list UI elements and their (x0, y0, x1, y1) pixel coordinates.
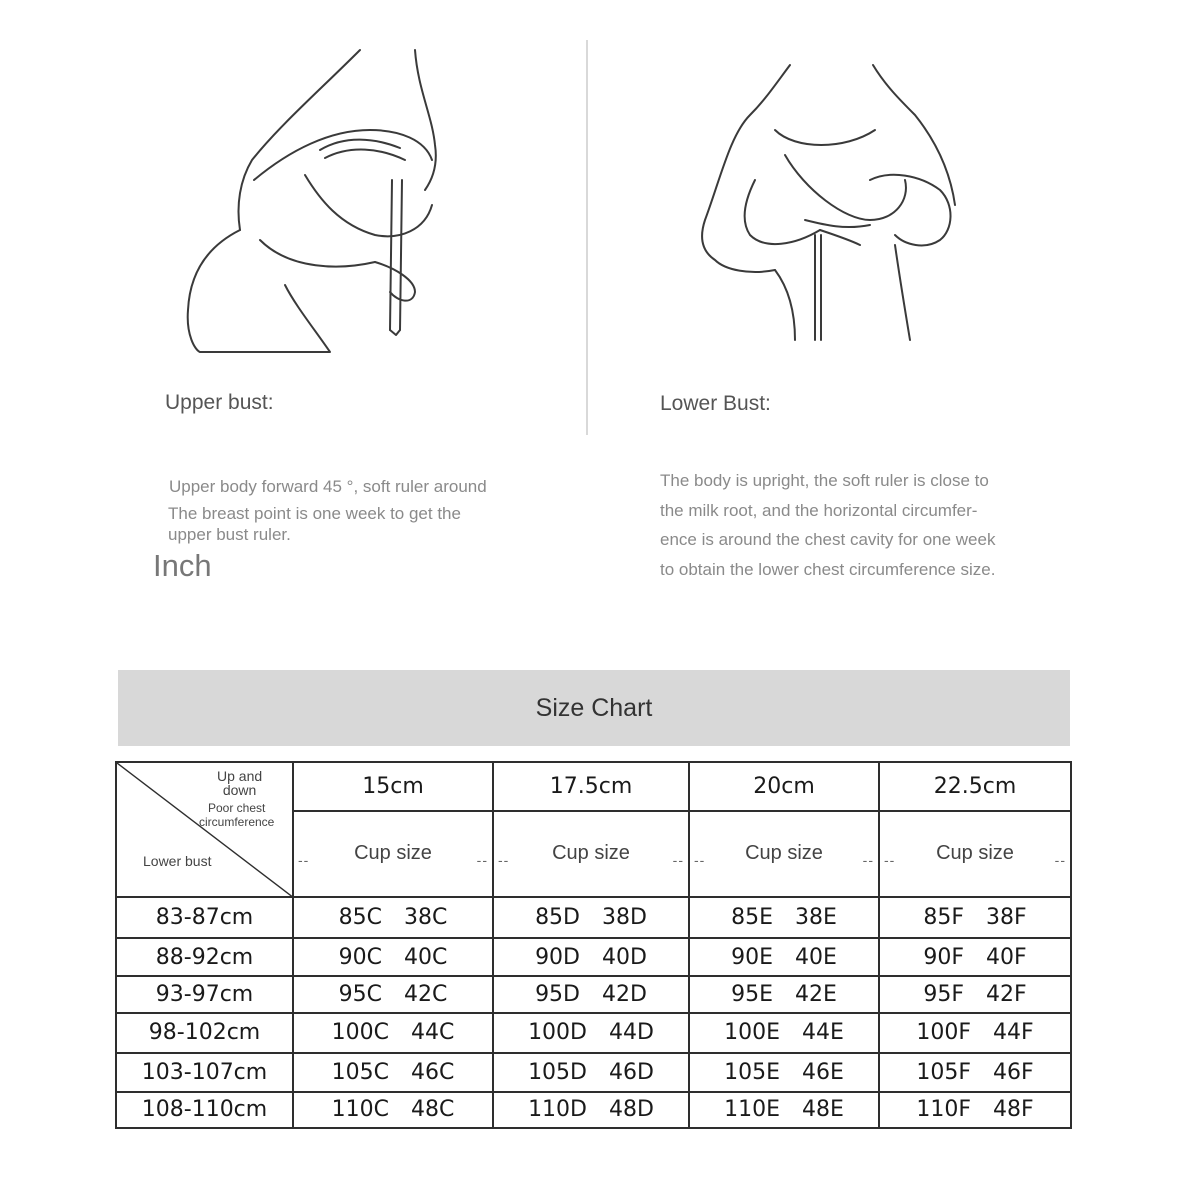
size-cell (293, 1013, 493, 1053)
upper-bust-line: The breast point is one week to get the (168, 504, 461, 523)
band-size-cell: 98-102cm (116, 1013, 293, 1053)
band-size-cell: 103-107cm (116, 1053, 293, 1091)
lower-bust-line: The body is upright, the soft ruler is close to (660, 471, 989, 490)
us-size: 46E (802, 1059, 844, 1085)
size-cell (493, 1013, 689, 1053)
eu-size: 85C (338, 905, 382, 931)
table-row (116, 938, 1071, 976)
size-cell (879, 897, 1071, 937)
size-chart-title: Size Chart (118, 670, 1070, 746)
column-header: 22.5cm (879, 762, 1071, 811)
size-cell (689, 1013, 879, 1053)
size-cell (293, 1092, 493, 1128)
us-size: 38D (602, 905, 647, 931)
size-cell (879, 938, 1071, 976)
lower-bust-instructions (660, 466, 995, 584)
lower-bust-line: ence is around the chest cavity for one week (660, 530, 996, 549)
us-size: 42F (986, 982, 1027, 1008)
us-size: 48F (993, 1097, 1034, 1123)
size-cell (493, 976, 689, 1012)
us-size: 44D (609, 1020, 654, 1046)
us-size: 48E (802, 1097, 844, 1123)
eu-size: 105C (331, 1059, 389, 1085)
band-size-cell: 108-110cm (116, 1092, 293, 1128)
band-size-cell: 93-97cm (116, 976, 293, 1012)
dash-mark: -- (298, 851, 310, 868)
upper-bust-instructions-cont (168, 503, 461, 545)
eu-size: 110D (528, 1097, 587, 1123)
us-size: 46D (609, 1059, 654, 1085)
size-cell (689, 1092, 879, 1128)
us-size: 44E (802, 1020, 844, 1046)
size-cell (293, 897, 493, 937)
size-cell (493, 1092, 689, 1128)
table-corner-cell (116, 762, 293, 897)
dash-mark: -- (862, 851, 874, 868)
dash-mark: -- (476, 851, 488, 868)
upper-bust-line: Upper body forward 45 °, soft ruler around (169, 477, 487, 496)
us-size: 44C (411, 1020, 455, 1046)
size-cell (689, 938, 879, 976)
band-size-cell: 88-92cm (116, 938, 293, 976)
table-row (116, 976, 1071, 1012)
eu-size: 90F (923, 944, 964, 970)
upper-bust-illustration (170, 30, 470, 360)
us-size: 44F (993, 1020, 1034, 1046)
us-size: 42E (795, 982, 837, 1008)
cup-size-label: -- Cup size -- (879, 811, 1071, 898)
eu-size: 105D (528, 1059, 587, 1085)
size-rows (116, 897, 1071, 1128)
column-header: 15cm (293, 762, 493, 811)
corner-top-label: Up and down (217, 768, 263, 798)
size-cell (879, 1053, 1071, 1091)
eu-size: 90D (535, 944, 580, 970)
eu-size: 105E (724, 1059, 780, 1085)
eu-size: 105F (916, 1059, 971, 1085)
dash-mark: -- (694, 851, 706, 868)
eu-size: 95D (535, 982, 580, 1008)
eu-size: 85E (731, 905, 773, 931)
eu-size: 110F (916, 1097, 971, 1123)
eu-size: 95F (923, 982, 964, 1008)
lower-bust-illustration (695, 60, 965, 350)
us-size: 40F (986, 944, 1027, 970)
upper-bust-heading: Upper bust: (165, 391, 274, 414)
table-row (116, 1092, 1071, 1128)
eu-size: 85F (923, 905, 964, 931)
size-cell (689, 897, 879, 937)
eu-size: 95E (731, 982, 773, 1008)
table-row (116, 897, 1071, 937)
size-cell (293, 1053, 493, 1091)
size-cell (879, 1013, 1071, 1053)
us-size: 38C (404, 905, 448, 931)
us-size: 42D (602, 982, 647, 1008)
lower-bust-heading: Lower Bust: (660, 392, 771, 415)
table-row (116, 1053, 1071, 1091)
size-chart-table (115, 761, 1072, 1129)
size-cell (493, 1053, 689, 1091)
size-cell (879, 976, 1071, 1012)
table-row (116, 1013, 1071, 1053)
dash-mark: -- (884, 851, 896, 868)
eu-size: 85D (535, 905, 580, 931)
us-size: 40E (795, 944, 837, 970)
size-cell (689, 976, 879, 1012)
eu-size: 100F (916, 1020, 971, 1046)
us-size: 48C (411, 1097, 455, 1123)
eu-size: 110C (331, 1097, 389, 1123)
eu-size: 100E (724, 1020, 780, 1046)
size-cell (293, 976, 493, 1012)
upper-bust-line: upper bust ruler. (168, 525, 291, 544)
eu-size: 110E (724, 1097, 780, 1123)
vertical-divider (586, 40, 588, 435)
corner-diagonal (117, 763, 292, 896)
us-size: 38E (795, 905, 837, 931)
size-cell (879, 1092, 1071, 1128)
unit-label: Inch (153, 548, 212, 583)
dash-mark: -- (672, 851, 684, 868)
upper-bust-instructions (169, 472, 487, 502)
dash-mark: -- (1054, 851, 1066, 868)
eu-size: 100D (528, 1020, 587, 1046)
lower-bust-line: the milk root, and the horizontal circumfer- (660, 500, 978, 520)
eu-size: 90E (731, 944, 773, 970)
cup-size-label: -- Cup size -- (689, 811, 879, 898)
eu-size: 95C (338, 982, 382, 1008)
size-cell (493, 938, 689, 976)
column-header: 20cm (689, 762, 879, 811)
us-size: 42C (404, 982, 448, 1008)
size-cell (493, 897, 689, 937)
column-header: 17.5cm (493, 762, 689, 811)
lower-bust-line: to obtain the lower chest circumference size. (660, 559, 996, 579)
eu-size: 100C (331, 1020, 389, 1046)
band-size-cell: 83-87cm (116, 897, 293, 937)
cup-size-label: -- Cup size -- (493, 811, 689, 898)
us-size: 46C (411, 1059, 455, 1085)
us-size: 48D (609, 1097, 654, 1123)
cup-size-label: -- Cup size -- (293, 811, 493, 898)
us-size: 40D (602, 944, 647, 970)
size-cell (293, 938, 493, 976)
us-size: 40C (404, 944, 448, 970)
dash-mark: -- (498, 851, 510, 868)
corner-bottom-label: Lower bust (143, 853, 212, 869)
us-size: 38F (986, 905, 1027, 931)
corner-mid-label: Poor chest circumference (199, 801, 275, 829)
us-size: 46F (993, 1059, 1034, 1085)
size-cell (689, 1053, 879, 1091)
eu-size: 90C (338, 944, 382, 970)
